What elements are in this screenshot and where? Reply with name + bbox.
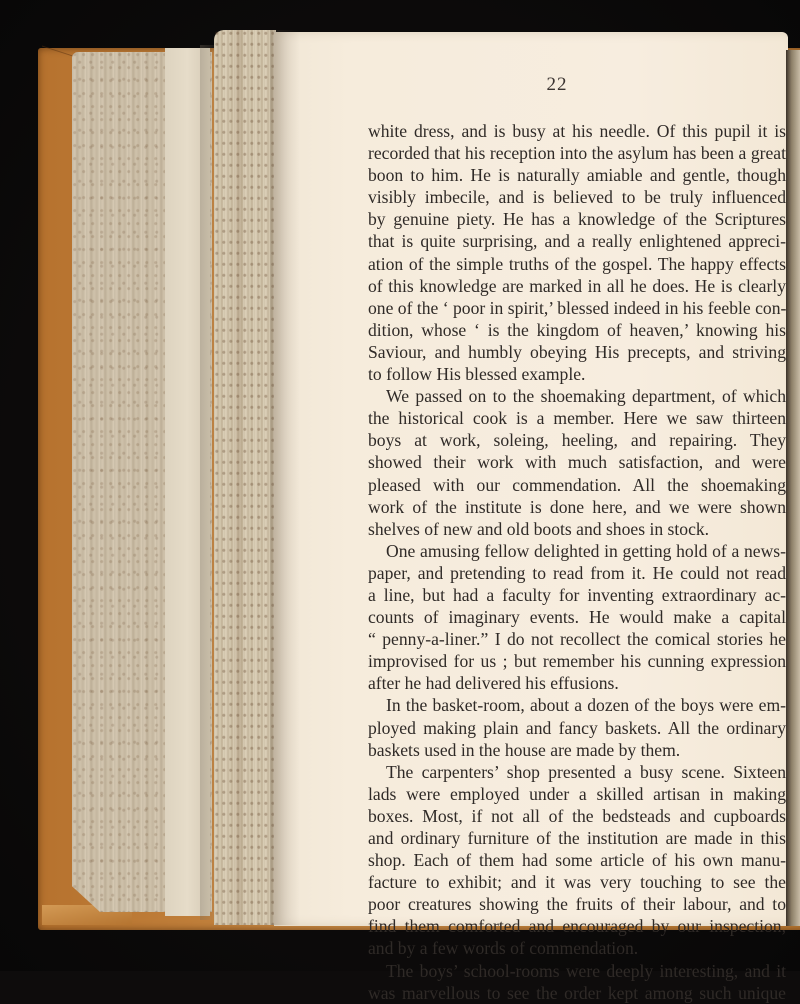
text-line: One amusing fellow delighted in getting hold of a news-: [386, 540, 786, 561]
text-line: improvised for us ; but remember his cunning expression: [368, 651, 786, 672]
text-line: the historical cook is a member. Here we saw thirteen: [368, 408, 786, 429]
gutter-shadow: [200, 45, 214, 920]
text-line: lads were employed under a skilled artisan in making: [368, 783, 786, 804]
text-line: shelves of new and old boots and shoes in stock.: [368, 518, 710, 539]
text-line: poor creatures showing the fruits of their labour, and to: [368, 894, 786, 915]
text-line: ployed making plain and fancy baskets. All the ordinary: [368, 717, 786, 738]
text-line: and by a few words of commendation.: [368, 938, 639, 959]
text-line: and ordinary furniture of the institution are made in this: [368, 828, 786, 848]
text-line: white dress, and is busy at his needle. Of this pupil it is: [368, 121, 786, 141]
text-line: paper, and pretending to read from it. He could not read: [368, 562, 786, 583]
text-line: In the basket-room, about a dozen of the boys were em-: [386, 695, 786, 716]
text-line: The boys’ school-rooms were deeply interesting, and it: [386, 960, 786, 981]
text-line: that is quite surprising, and a really enlightened appreci-: [368, 231, 786, 252]
text-line: baskets used in the house are made by them.: [368, 739, 681, 760]
text-line: We passed on to the shoemaking department, of which: [386, 386, 786, 407]
text-line: to follow His blessed example.: [368, 364, 586, 385]
text-line: facture to exhibit; and it was very touching to see the: [368, 872, 786, 893]
text-line: boon to him. He is naturally amiable and gentle, though: [368, 165, 786, 186]
page-edges-inner-stack: [214, 30, 276, 925]
text-line: a line, but had a faculty for inventing extraordinary ac-: [368, 584, 786, 605]
page-body-text: [368, 120, 786, 1004]
text-line: ation of the simple truths of the gospel. The happy effects: [368, 253, 786, 274]
text-line: showed their work with much satisfaction, and were: [368, 452, 786, 473]
text-line: pleased with our commendation. All the shoemaking: [368, 474, 786, 495]
text-line: one of the ‘ poor in spirit,’ blessed indeed in his feeble con-: [368, 297, 787, 318]
text-line: shop. Each of them had some article of his own manu-: [368, 850, 786, 871]
text-line: of this knowledge are marked in all he does. He is clearly: [368, 275, 786, 296]
text-line: “ penny-a-liner.” I do not recollect the comical stories he: [368, 629, 786, 650]
text-line: recorded that his reception into the asylum has been a great: [368, 143, 786, 164]
text-line: work of the institute is done here, and we were shown: [368, 496, 786, 517]
text-line: boxes. Most, if not all of the bedsteads and cupboards: [368, 805, 786, 826]
text-line: find them comforted and encouraged by our inspection,: [368, 916, 786, 937]
text-line: The carpenters’ shop presented a busy scene. Sixteen: [386, 761, 786, 782]
text-line: boys at work, soleing, heeling, and repairing. They: [368, 430, 786, 451]
text-line: was marvellous to see the order kept among such unique: [368, 982, 786, 1003]
text-line: Saviour, and humbly obeying His precepts, and striving: [368, 341, 786, 362]
text-line: counts of imaginary events. He would make a capital: [368, 607, 786, 628]
text-line: after he had delivered his effusions.: [368, 673, 619, 694]
book-page: [274, 32, 788, 1003]
right-page-edge: [786, 50, 800, 926]
text-line: visibly imbecile, and is believed to be truly influenced: [368, 187, 786, 208]
text-line: dition, whose ‘ is the kingdom of heaven,’ knowing his: [368, 319, 786, 340]
text-line: by genuine piety. He has a knowledge of the Scriptures: [368, 209, 786, 230]
page-number: 22: [546, 74, 568, 95]
